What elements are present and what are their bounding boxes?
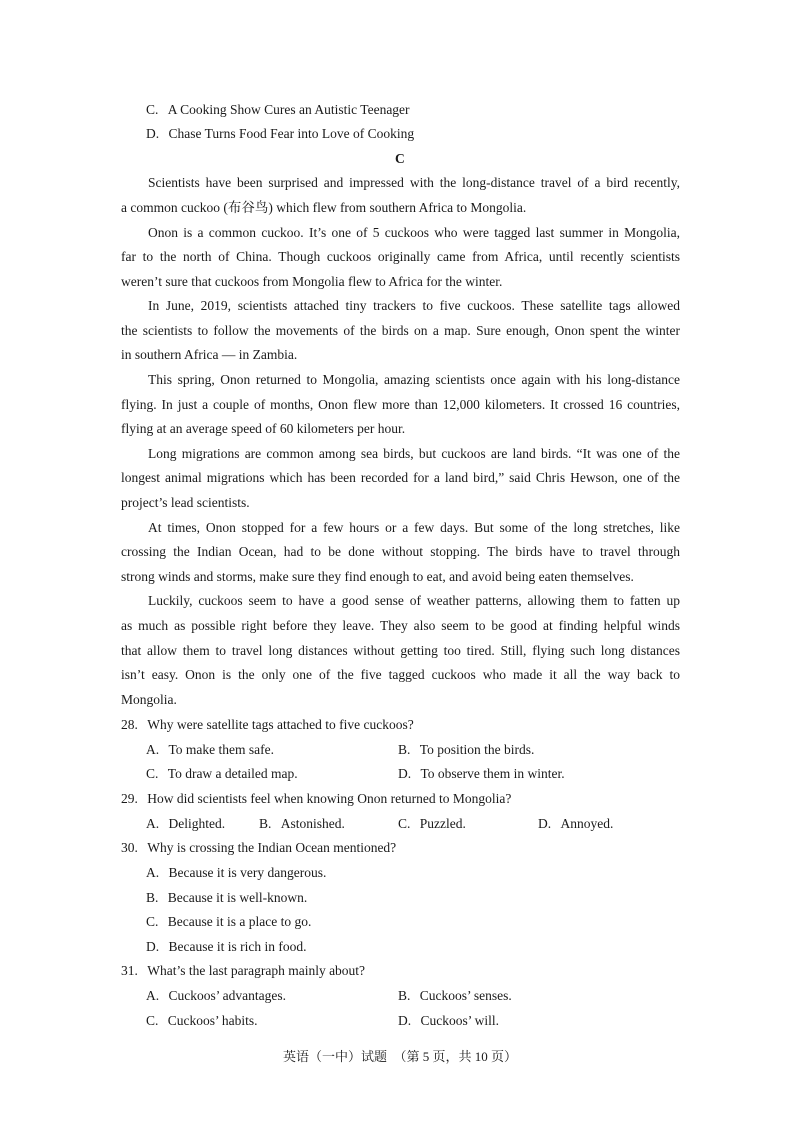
option-text: A Cooking Show Cures an Autistic Teenager bbox=[167, 102, 410, 117]
option-text: Delighted. bbox=[168, 816, 226, 831]
option-letter: C. bbox=[398, 816, 411, 831]
passage-line: Luckily, cuckoos seem to have a good sense of weather patterns, allowing them to fatten up bbox=[148, 593, 680, 608]
q29-option-d[interactable] bbox=[538, 815, 613, 833]
option-text: Annoyed. bbox=[560, 816, 614, 831]
option-text: To observe them in winter. bbox=[420, 766, 565, 781]
question-number: 30. bbox=[121, 840, 138, 855]
question-number: 29. bbox=[121, 791, 138, 806]
question-31 bbox=[121, 962, 365, 980]
option-letter: D. bbox=[146, 126, 160, 141]
passage-line: the scientists to follow the movements of the birds on a map. Sure enough, Onon spent the winter bbox=[121, 323, 680, 338]
option-letter: B. bbox=[398, 988, 411, 1003]
question-text: Why is crossing the Indian Ocean mentioned? bbox=[147, 840, 397, 855]
q29-option-c[interactable] bbox=[398, 815, 466, 833]
passage-line: that allow them to travel long distances without getting too tired. Still, flying such long distances bbox=[121, 643, 680, 658]
q31-option-c[interactable] bbox=[146, 1012, 258, 1030]
option-text: Cuckoos’ will. bbox=[420, 1013, 499, 1028]
passage-line: strong winds and storms, make sure they find enough to eat, and avoid being eaten themselves. bbox=[121, 569, 634, 584]
question-30 bbox=[121, 839, 396, 857]
passage-line: This spring, Onon returned to Mongolia, amazing scientists once again with his long-distance bbox=[148, 372, 680, 387]
option-text: To position the birds. bbox=[419, 742, 535, 757]
option-text: Because it is very dangerous. bbox=[168, 865, 327, 880]
option-letter: C. bbox=[146, 914, 159, 929]
option-letter: D. bbox=[398, 766, 412, 781]
option-text: To draw a detailed map. bbox=[167, 766, 298, 781]
passage-line: In June, 2019, scientists attached tiny trackers to five cuckoos. These satellite tags allowed bbox=[148, 298, 680, 313]
option-text: Astonished. bbox=[280, 816, 345, 831]
option-letter: A. bbox=[146, 742, 160, 757]
passage-line: in southern Africa — in Zambia. bbox=[121, 347, 298, 362]
question-text: What’s the last paragraph mainly about? bbox=[147, 963, 366, 978]
question-text: How did scientists feel when knowing Onon returned to Mongolia? bbox=[147, 791, 512, 806]
option-letter: B. bbox=[146, 890, 159, 905]
option-text: Chase Turns Food Fear into Love of Cooking bbox=[168, 126, 415, 141]
passage-line: Scientists have been surprised and impressed with the long-distance travel of a bird recently, bbox=[148, 175, 680, 190]
option-letter: C. bbox=[146, 102, 159, 117]
option-letter: A. bbox=[146, 865, 160, 880]
option-letter: A. bbox=[146, 816, 160, 831]
prev-option-c bbox=[146, 101, 410, 119]
q30-option-a[interactable] bbox=[146, 864, 326, 882]
q31-option-d[interactable] bbox=[398, 1012, 499, 1030]
option-letter: C. bbox=[146, 1013, 159, 1028]
passage-line: far to the north of China. Though cuckoos originally came from Africa, until recently scientists bbox=[121, 249, 680, 264]
option-letter: B. bbox=[259, 816, 272, 831]
option-letter: C. bbox=[146, 766, 159, 781]
option-letter: D. bbox=[398, 1013, 412, 1028]
q31-option-b[interactable] bbox=[398, 987, 512, 1005]
q30-option-c[interactable] bbox=[146, 913, 311, 931]
question-number: 28. bbox=[121, 717, 138, 732]
q28-option-c[interactable] bbox=[146, 765, 298, 783]
passage-line: crossing the Indian Ocean, had to be done without stopping. The birds have to travel through bbox=[121, 544, 680, 559]
passage-line: Mongolia. bbox=[121, 692, 177, 707]
option-letter: B. bbox=[398, 742, 411, 757]
option-text: Cuckoos’ advantages. bbox=[168, 988, 286, 1003]
option-letter: A. bbox=[146, 988, 160, 1003]
passage-line: Long migrations are common among sea birds, but cuckoos are land birds. “It was one of the bbox=[148, 446, 680, 461]
passage-line: project’s lead scientists. bbox=[121, 495, 250, 510]
q31-option-a[interactable] bbox=[146, 987, 286, 1005]
question-29 bbox=[121, 790, 511, 808]
option-letter: D. bbox=[146, 939, 160, 954]
option-text: To make them safe. bbox=[168, 742, 275, 757]
prev-option-d bbox=[146, 125, 414, 143]
passage-line: as much as possible right before they leave. They also seem to be good at finding helpful winds bbox=[121, 618, 680, 633]
option-text: Cuckoos’ senses. bbox=[419, 988, 512, 1003]
option-text: Because it is rich in food. bbox=[168, 939, 307, 954]
q30-option-d[interactable] bbox=[146, 938, 306, 956]
passage-line: weren’t sure that cuckoos from Mongolia flew to Africa for the winter. bbox=[121, 274, 503, 289]
page-footer: 英语（一中）试题 （第 5 页，共 10 页） bbox=[282, 1049, 517, 1064]
passage-line: a common cuckoo (布谷鸟) which flew from southern Africa to Mongolia. bbox=[121, 200, 527, 215]
passage-line: Onon is a common cuckoo. It’s one of 5 cuckoos who were tagged last summer in Mongolia, bbox=[148, 225, 680, 240]
q29-option-b[interactable] bbox=[259, 815, 345, 833]
question-28 bbox=[121, 716, 414, 734]
passage-line: isn’t easy. Onon is the only one of the five tagged cuckoos who made it all the way back to bbox=[121, 667, 680, 682]
question-text: Why were satellite tags attached to five cuckoos? bbox=[147, 717, 414, 732]
q29-option-a[interactable] bbox=[146, 815, 225, 833]
passage-line: flying. In just a couple of months, Onon flew more than 12,000 kilometers. It crossed 16 countries, bbox=[121, 397, 680, 412]
passage-line: flying at an average speed of 60 kilometers per hour. bbox=[121, 421, 406, 436]
q30-option-b[interactable] bbox=[146, 889, 307, 907]
passage-line: At times, Onon stopped for a few hours or a few days. But some of the long stretches, like bbox=[148, 520, 680, 535]
question-number: 31. bbox=[121, 963, 138, 978]
option-text: Puzzled. bbox=[419, 816, 466, 831]
passage-line: longest animal migrations which has been recorded for a land bird,” said Chris Hewson, one of the bbox=[121, 470, 680, 485]
option-text: Because it is a place to go. bbox=[167, 914, 312, 929]
option-text: Because it is well-known. bbox=[167, 890, 308, 905]
option-text: Cuckoos’ habits. bbox=[167, 1013, 258, 1028]
section-letter: C bbox=[395, 151, 405, 166]
q28-option-b[interactable] bbox=[398, 741, 534, 759]
q28-option-d[interactable] bbox=[398, 765, 565, 783]
option-letter: D. bbox=[538, 816, 552, 831]
q28-option-a[interactable] bbox=[146, 741, 274, 759]
